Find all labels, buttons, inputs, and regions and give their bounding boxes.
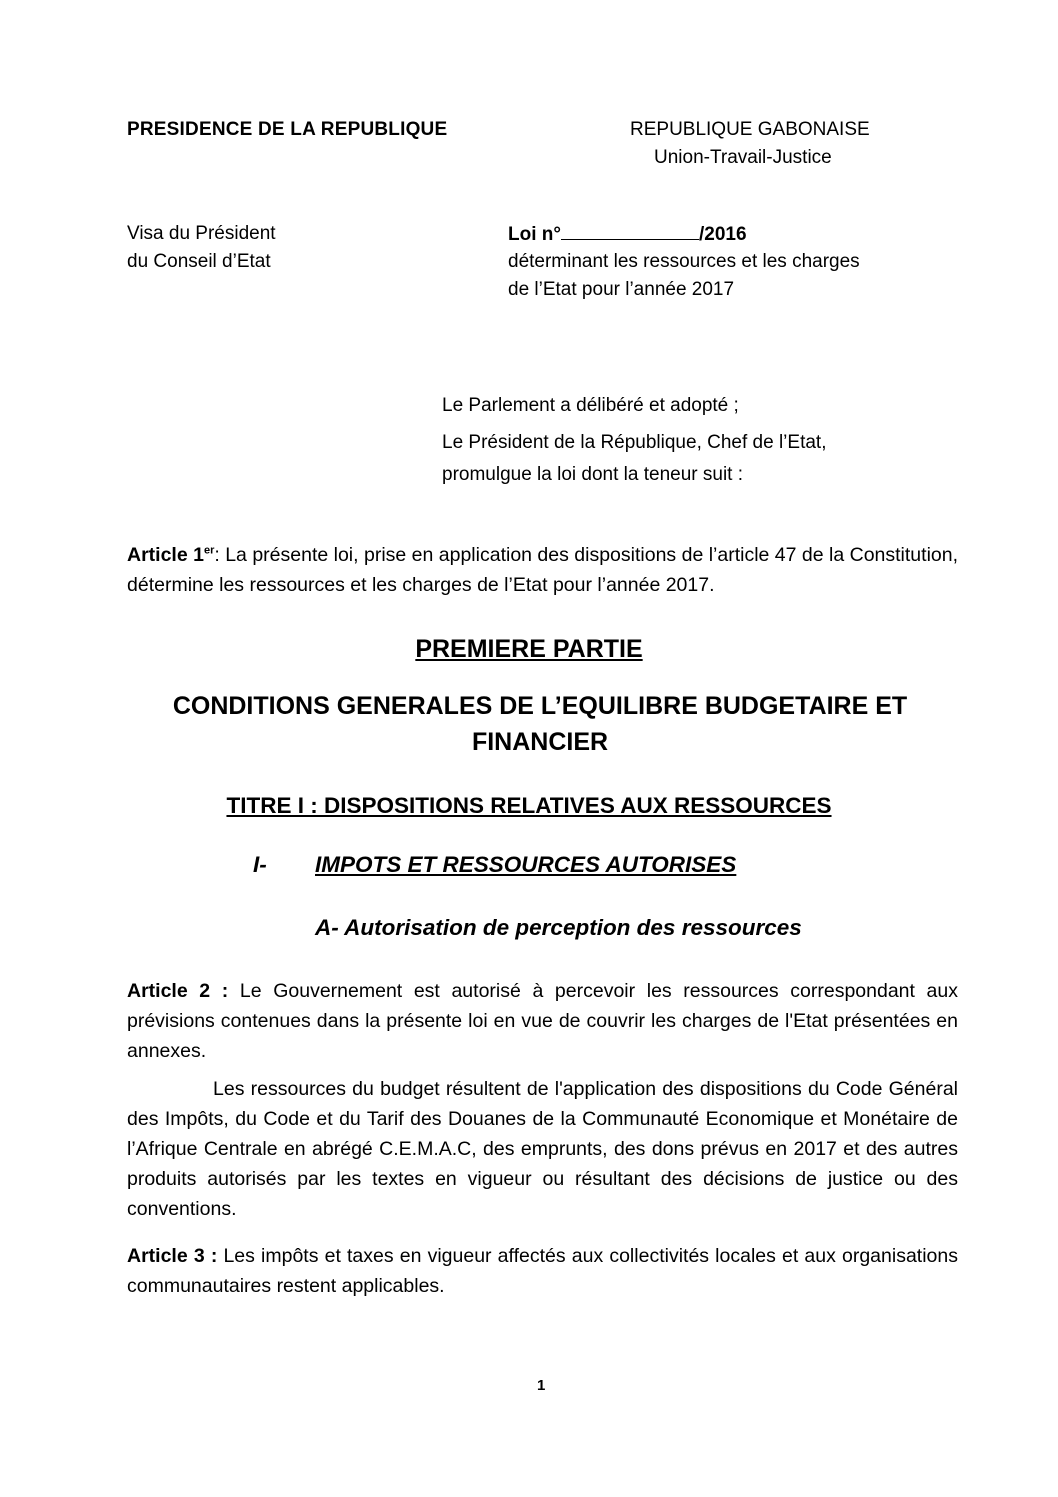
part-title: PREMIERE PARTIE	[415, 635, 643, 663]
article-3	[127, 1241, 958, 1301]
preamble-line-3: promulgue la loi dont la teneur suit :	[442, 464, 744, 485]
titre-1-heading: TITRE I : DISPOSITIONS RELATIVES AUX RESSOURCES	[226, 793, 832, 818]
part-subtitle: CONDITIONS GENERALES DE L’EQUILIBRE BUDGETAIRE ET FINANCIER	[172, 692, 908, 756]
preamble-line-2: Le Président de la République, Chef de l’Etat,	[442, 432, 827, 453]
article-1-text: : La présente loi, prise en application des dispositions de l’article 47 de la Constitution, détermine les ressources et les charges de l’Etat pour l’année 2017.	[127, 544, 959, 596]
article-2-label: Article 2 :	[127, 980, 229, 1002]
article-2-paragraph-2: Les ressources du budget résultent de l'application des dispositions du Code Général des Impôts, du Code et du Tarif des Douanes de la Communauté Economique et Monétaire de l’Afrique Centrale en abrégé C.E.M.A.C, des emprunts, des dons prévus en 2017 et des autres produits autorisés par les textes en vigueur ou résultant des décisions de justice ou des conventions.	[127, 1078, 958, 1220]
section-number: I-	[253, 852, 267, 877]
loi-number-blank	[561, 221, 699, 240]
loi-prefix: Loi n°	[508, 224, 561, 245]
page-number: 1	[537, 1377, 546, 1394]
article-3-text: Les impôts et taxes en vigueur affectés aux collectivités locales et aux organisations communautaires restent applicables.	[127, 1245, 958, 1297]
national-motto: Union-Travail-Justice	[654, 147, 832, 168]
visa-line-2: du Conseil d’Etat	[127, 251, 271, 272]
article-3-label: Article 3 :	[127, 1245, 218, 1267]
republic-heading: REPUBLIQUE GABONAISE	[630, 119, 870, 140]
loi-number-line	[508, 221, 747, 248]
preamble-line-1: Le Parlement a délibéré et adopté ;	[442, 395, 739, 416]
loi-line-3: de l’Etat pour l’année 2017	[508, 279, 735, 300]
subsection-a-title: A- Autorisation de perception des ressources	[315, 915, 802, 940]
visa-line-1: Visa du Président	[127, 223, 276, 244]
article-1	[127, 540, 958, 600]
loi-line-2: déterminant les ressources et les charges	[508, 251, 860, 272]
section-title: IMPOTS ET RESSOURCES AUTORISES	[315, 852, 737, 877]
presidence-heading: PRESIDENCE DE LA REPUBLIQUE	[127, 119, 448, 140]
article-1-label: Article 1	[127, 544, 204, 566]
article-2-text: Le Gouvernement est autorisé à percevoir les ressources correspondant aux prévisions contenues dans la présente loi en vue de couvrir les charges de l'Etat présentées en annexes.	[127, 980, 958, 1062]
article-2	[127, 976, 958, 1224]
loi-suffix: /2016	[698, 224, 747, 245]
article-1-sup: er	[203, 544, 215, 557]
